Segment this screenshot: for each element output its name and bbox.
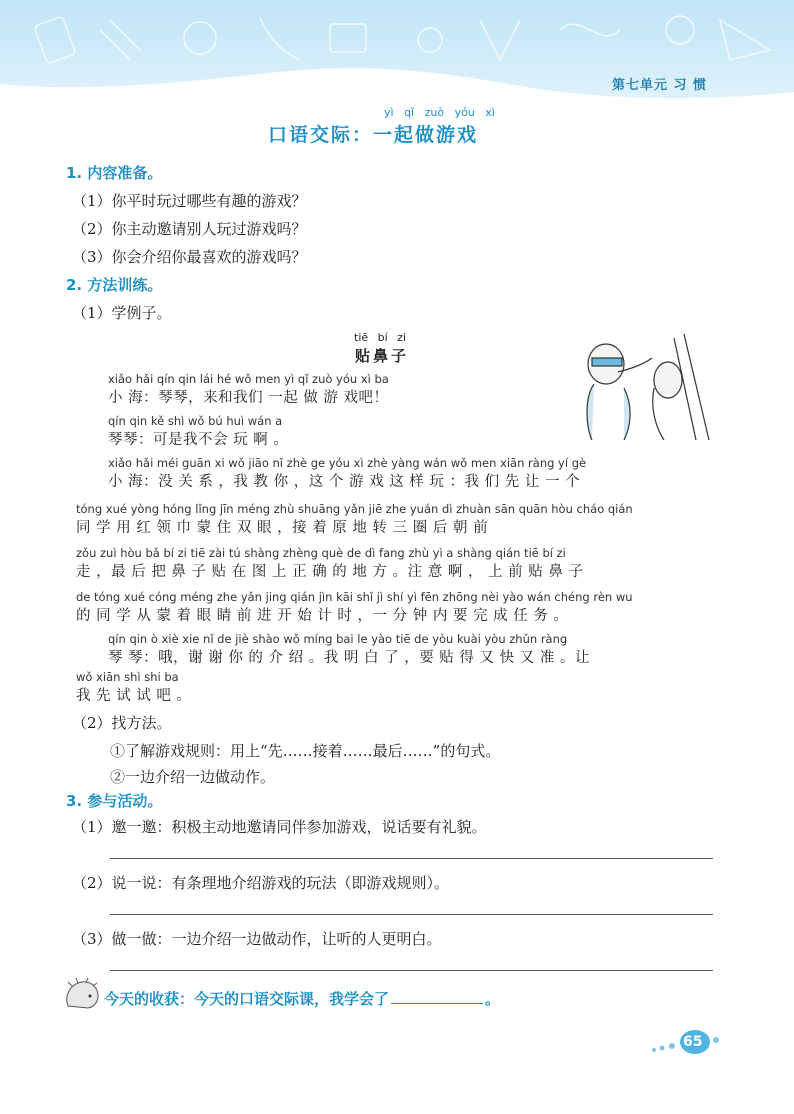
page-title: 口语交际：一起做游戏 (268, 124, 479, 146)
story-line-7: 琴 琴：哦，谢 谢 你 的 介 绍 。我 明 白 了 ，要 贴 得 又 快 又 准 。让 (108, 650, 590, 666)
unit-label: 第七单元 习 惯 (612, 78, 708, 93)
section-2-heading: 2. 方法训练。 (66, 276, 163, 294)
story-pinyin-5: zǒu zuì hòu bǎ bí zi tiē zài tú shàng zhèng què de dì fang zhù yì a shàng qián tiē bí zi (76, 546, 566, 560)
story-pinyin-6: de tóng xué cóng méng zhe yǎn jing qián jìn kāi shǐ jì shí yì fēn zhōng nèi yào wán chéng rèn wu (76, 590, 633, 604)
section-2-item-2: （2）找方法。 (72, 714, 172, 732)
story-pinyin-1: xiǎo hǎi qín qin lái hé wǒ men yì qǐ zuò yóu xì ba (108, 372, 389, 386)
story-title: 贴鼻子 (355, 347, 410, 365)
section-3-item-1: （1）邀一邀：积极主动地邀请同伴参加游戏，说话要有礼貌。 (72, 818, 487, 836)
title-pinyin: yì qǐ zuò yóu xì (384, 106, 495, 119)
section-3-item-2: （2）说一说：有条理地介绍游戏的玩法（即游戏规则）。 (72, 874, 450, 892)
children-playing-illustration (584, 328, 714, 440)
hedgehog-icon (62, 978, 102, 1012)
story-title-pinyin: tiē bí zi (354, 331, 406, 344)
answer-line-1[interactable] (110, 858, 713, 859)
harvest-blank[interactable] (391, 989, 483, 1004)
story-line-3: 小 海：没 关 系 ，我 教 你 ，这 个 游 戏 这 样 玩 ：我 们 先 让 一 个 (108, 474, 581, 490)
section-1-heading: 1. 内容准备。 (66, 164, 163, 182)
story-pinyin-8: wǒ xiān shì shi ba (76, 670, 179, 684)
story-line-4: 同 学 用 红 领 巾 蒙 住 双 眼 ，接 着 原 地 转 三 圈 后 朝 前 (76, 520, 489, 536)
method-1: ①了解游戏规则：用上“先……接着……最后……”的句式。 (110, 742, 501, 760)
story-line-5: 走 ，最 后 把 鼻 子 贴 在 图 上 正 确 的 地 方 。注 意 啊 ， 上 前 贴 鼻 子 (76, 564, 584, 580)
story-pinyin-4: tóng xué yòng hóng lǐng jīn méng zhù shuāng yǎn jiē zhe yuán dì zhuàn sān quān hòu cháo qián (76, 502, 633, 516)
section-3-item-3: （3）做一做：一边介绍一边做动作，让听的人更明白。 (72, 930, 442, 948)
story-pinyin-7: qín qin ò xiè xie nǐ de jiè shào wǒ míng bai le yào tiē de yòu kuài yòu zhǔn ràng (108, 632, 568, 646)
title-block (268, 104, 495, 147)
story-line-1: 小 海：琴琴，来和我们 一起 做 游 戏吧！ (108, 390, 389, 406)
story-pinyin-3: xiǎo hǎi méi guān xi wǒ jiāo nǐ zhè ge yóu xì zhè yàng wán wǒ men xiān ràng yí gè (108, 456, 587, 470)
answer-line-3[interactable] (110, 970, 713, 971)
section-3-heading: 3. 参与活动。 (66, 792, 163, 810)
harvest-suffix: 。 (485, 990, 501, 1008)
answer-line-2[interactable] (110, 914, 713, 915)
section-1-item-3: （3）你会介绍你最喜欢的游戏吗？ (72, 248, 307, 266)
section-1-item-1: （1）你平时玩过哪些有趣的游戏？ (72, 192, 307, 210)
story-line-2: 琴琴：可是我不会 玩 啊 。 (108, 432, 289, 448)
section-2-item-1: （1）学例子。 (72, 304, 172, 322)
story-line-6: 的 同 学 从 蒙 着 眼 睛 前 进 开 始 计 时 ，一 分 钟 内 要 完 成 任 务 。 (76, 608, 569, 624)
header-band (0, 0, 794, 120)
harvest-prefix: 今天的收获：今天的口语交际课，我学会了 (104, 990, 390, 1008)
story-line-8: 我 先 试 试 吧 。 (76, 688, 192, 704)
story-pinyin-2: qín qin kě shì wǒ bú huì wán a (108, 414, 283, 428)
method-2: ②一边介绍一边做动作。 (110, 768, 276, 786)
page-number: 65 (683, 1034, 703, 1050)
harvest-line (104, 988, 500, 1009)
section-1-item-2: （2）你主动邀请别人玩过游戏吗？ (72, 220, 307, 238)
